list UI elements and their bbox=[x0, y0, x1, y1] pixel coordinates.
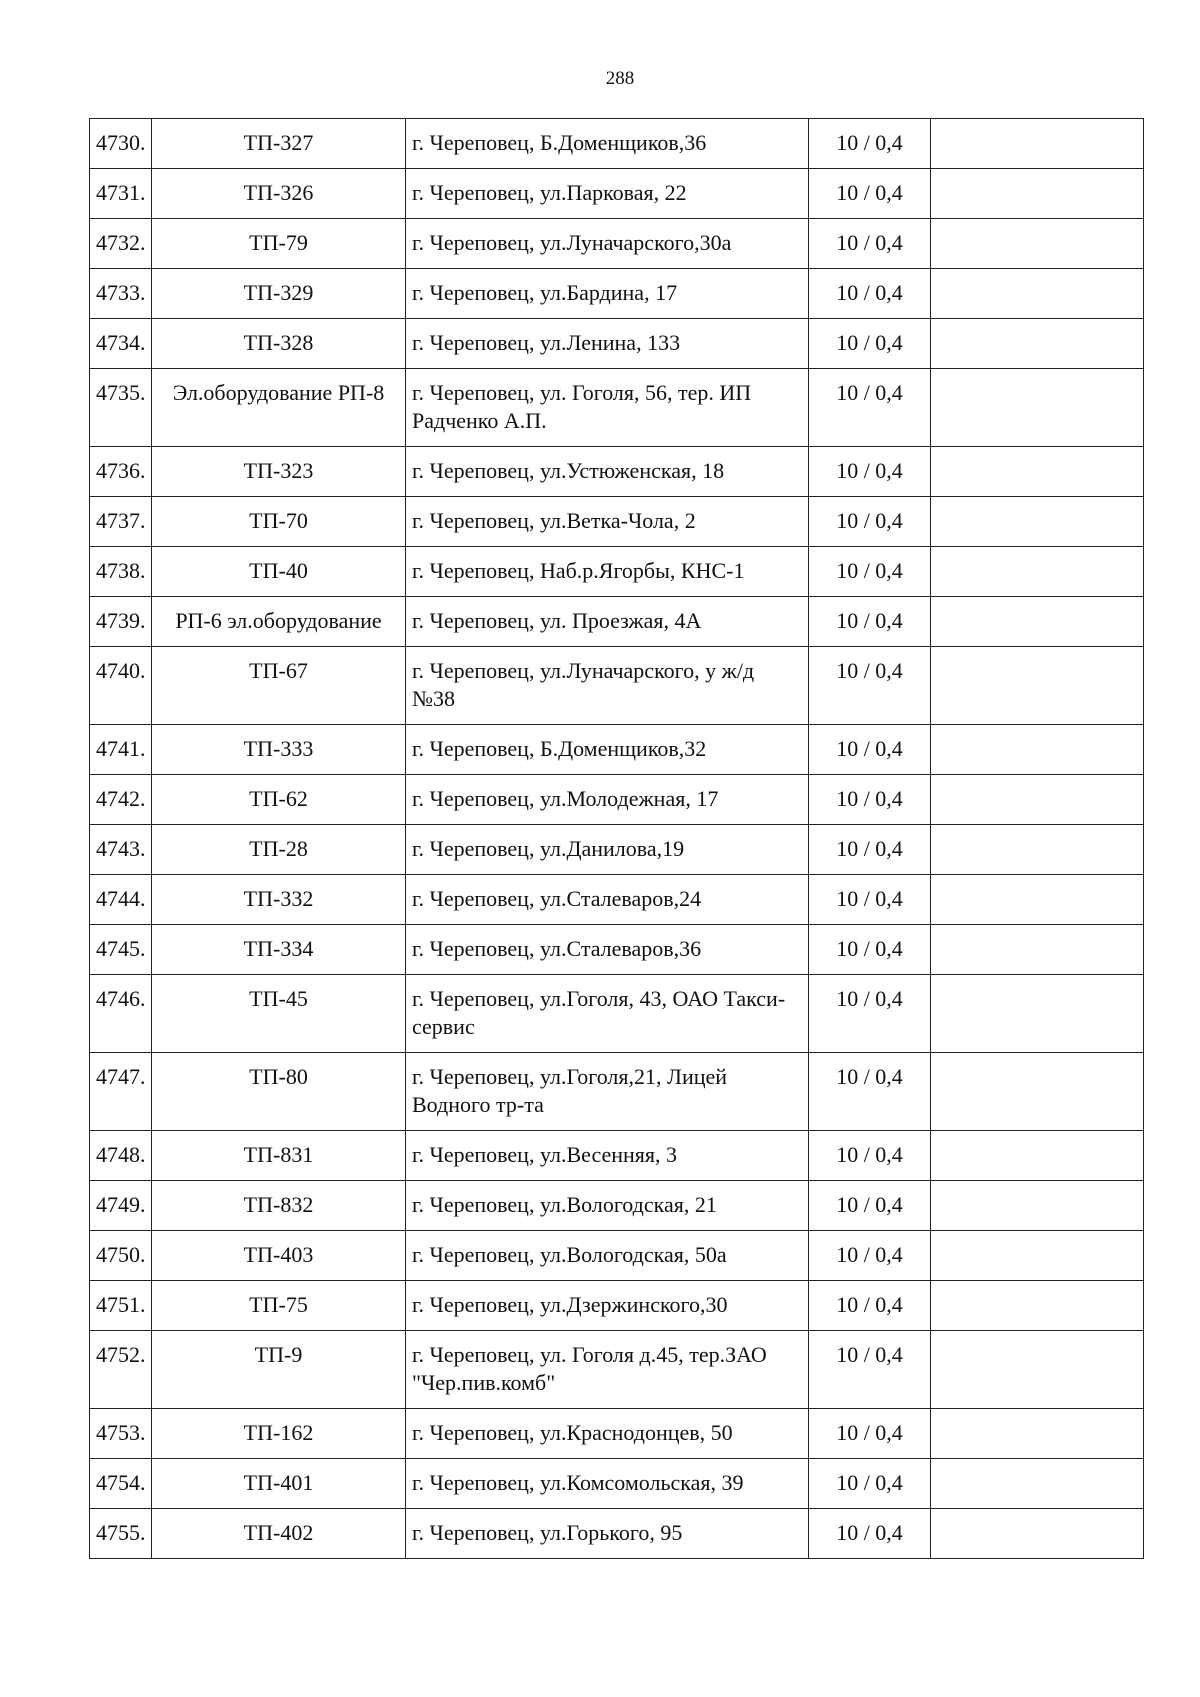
notes-cell bbox=[931, 725, 1144, 775]
substation-name-cell: Эл.оборудование РП-8 bbox=[152, 369, 406, 447]
address-cell: г. Череповец, ул.Дзержинского,30 bbox=[406, 1281, 809, 1331]
voltage-cell: 10 / 0,4 bbox=[809, 1053, 931, 1131]
notes-cell bbox=[931, 1409, 1144, 1459]
voltage-cell: 10 / 0,4 bbox=[809, 497, 931, 547]
substation-name-cell: ТП-75 bbox=[152, 1281, 406, 1331]
row-number-cell: 4746. bbox=[90, 975, 152, 1053]
voltage-cell: 10 / 0,4 bbox=[809, 547, 931, 597]
table-row bbox=[90, 497, 1144, 547]
row-number-cell: 4730. bbox=[90, 119, 152, 169]
voltage-cell: 10 / 0,4 bbox=[809, 319, 931, 369]
table-row bbox=[90, 975, 1144, 1053]
address-cell: г. Череповец, ул.Вологодская, 21 bbox=[406, 1181, 809, 1231]
substation-name-cell: ТП-401 bbox=[152, 1459, 406, 1509]
substation-name-cell: ТП-328 bbox=[152, 319, 406, 369]
table-row bbox=[90, 647, 1144, 725]
voltage-cell: 10 / 0,4 bbox=[809, 1181, 931, 1231]
voltage-cell: 10 / 0,4 bbox=[809, 447, 931, 497]
address-cell: г. Череповец, ул.Краснодонцев, 50 bbox=[406, 1409, 809, 1459]
row-number-cell: 4754. bbox=[90, 1459, 152, 1509]
notes-cell bbox=[931, 647, 1144, 725]
notes-cell bbox=[931, 975, 1144, 1053]
voltage-cell: 10 / 0,4 bbox=[809, 1409, 931, 1459]
row-number-cell: 4736. bbox=[90, 447, 152, 497]
page-number: 288 bbox=[605, 68, 635, 89]
table-row bbox=[90, 1281, 1144, 1331]
notes-cell bbox=[931, 497, 1144, 547]
table-row bbox=[90, 925, 1144, 975]
substation-name-cell: ТП-327 bbox=[152, 119, 406, 169]
notes-cell bbox=[931, 447, 1144, 497]
voltage-cell: 10 / 0,4 bbox=[809, 1459, 931, 1509]
voltage-cell: 10 / 0,4 bbox=[809, 119, 931, 169]
row-number-cell: 4732. bbox=[90, 219, 152, 269]
substation-name-cell: ТП-403 bbox=[152, 1231, 406, 1281]
notes-cell bbox=[931, 1281, 1144, 1331]
address-cell: г. Череповец, ул.Весенняя, 3 bbox=[406, 1131, 809, 1181]
table-row bbox=[90, 1331, 1144, 1409]
registry-table-body bbox=[90, 119, 1144, 1559]
row-number-cell: 4747. bbox=[90, 1053, 152, 1131]
address-cell: г. Череповец, ул.Данилова,19 bbox=[406, 825, 809, 875]
address-cell: г. Череповец, ул.Горького, 95 bbox=[406, 1509, 809, 1559]
row-number-cell: 4755. bbox=[90, 1509, 152, 1559]
address-cell: г. Череповец, Б.Доменщиков,32 bbox=[406, 725, 809, 775]
voltage-cell: 10 / 0,4 bbox=[809, 975, 931, 1053]
address-cell: г. Череповец, ул.Бардина, 17 bbox=[406, 269, 809, 319]
address-cell: г. Череповец, ул.Молодежная, 17 bbox=[406, 775, 809, 825]
row-number-cell: 4733. bbox=[90, 269, 152, 319]
table-row bbox=[90, 447, 1144, 497]
table-row bbox=[90, 775, 1144, 825]
address-cell: г. Череповец, Б.Доменщиков,36 bbox=[406, 119, 809, 169]
substation-name-cell: ТП-70 bbox=[152, 497, 406, 547]
substation-name-cell: ТП-323 bbox=[152, 447, 406, 497]
notes-cell bbox=[931, 1131, 1144, 1181]
row-number-cell: 4748. bbox=[90, 1131, 152, 1181]
substation-name-cell: ТП-326 bbox=[152, 169, 406, 219]
address-cell: г. Череповец, ул.Комсомольская, 39 bbox=[406, 1459, 809, 1509]
voltage-cell: 10 / 0,4 bbox=[809, 1509, 931, 1559]
voltage-cell: 10 / 0,4 bbox=[809, 647, 931, 725]
notes-cell bbox=[931, 825, 1144, 875]
row-number-cell: 4741. bbox=[90, 725, 152, 775]
substation-name-cell: ТП-67 bbox=[152, 647, 406, 725]
address-cell: г. Череповец, ул.Луначарского,30а bbox=[406, 219, 809, 269]
voltage-cell: 10 / 0,4 bbox=[809, 825, 931, 875]
notes-cell bbox=[931, 1181, 1144, 1231]
address-cell: г. Череповец, ул.Устюженская, 18 bbox=[406, 447, 809, 497]
address-cell: г. Череповец, ул. Проезжая, 4А bbox=[406, 597, 809, 647]
row-number-cell: 4753. bbox=[90, 1409, 152, 1459]
voltage-cell: 10 / 0,4 bbox=[809, 1131, 931, 1181]
voltage-cell: 10 / 0,4 bbox=[809, 1331, 931, 1409]
voltage-cell: 10 / 0,4 bbox=[809, 1231, 931, 1281]
table-row bbox=[90, 1181, 1144, 1231]
substation-name-cell: ТП-62 bbox=[152, 775, 406, 825]
voltage-cell: 10 / 0,4 bbox=[809, 169, 931, 219]
row-number-cell: 4738. bbox=[90, 547, 152, 597]
row-number-cell: 4745. bbox=[90, 925, 152, 975]
notes-cell bbox=[931, 1331, 1144, 1409]
substation-name-cell: ТП-28 bbox=[152, 825, 406, 875]
voltage-cell: 10 / 0,4 bbox=[809, 875, 931, 925]
table-row bbox=[90, 1231, 1144, 1281]
address-cell: г. Череповец, ул.Сталеваров,24 bbox=[406, 875, 809, 925]
substation-name-cell: ТП-402 bbox=[152, 1509, 406, 1559]
table-row bbox=[90, 169, 1144, 219]
notes-cell bbox=[931, 1509, 1144, 1559]
row-number-cell: 4742. bbox=[90, 775, 152, 825]
address-cell: г. Череповец, ул.Вологодская, 50а bbox=[406, 1231, 809, 1281]
row-number-cell: 4744. bbox=[90, 875, 152, 925]
voltage-cell: 10 / 0,4 bbox=[809, 725, 931, 775]
notes-cell bbox=[931, 269, 1144, 319]
notes-cell bbox=[931, 775, 1144, 825]
table-row bbox=[90, 597, 1144, 647]
row-number-cell: 4750. bbox=[90, 1231, 152, 1281]
notes-cell bbox=[931, 219, 1144, 269]
notes-cell bbox=[931, 369, 1144, 447]
address-cell: г. Череповец, ул. Гоголя д.45, тер.ЗАО "Чер.пив.комб" bbox=[406, 1331, 809, 1409]
address-cell: г. Череповец, ул.Луначарского, у ж/д №38 bbox=[406, 647, 809, 725]
table-row bbox=[90, 219, 1144, 269]
table-row bbox=[90, 1131, 1144, 1181]
row-number-cell: 4731. bbox=[90, 169, 152, 219]
row-number-cell: 4751. bbox=[90, 1281, 152, 1331]
substation-name-cell: ТП-334 bbox=[152, 925, 406, 975]
row-number-cell: 4739. bbox=[90, 597, 152, 647]
notes-cell bbox=[931, 597, 1144, 647]
substation-name-cell: ТП-80 bbox=[152, 1053, 406, 1131]
substation-name-cell: ТП-45 bbox=[152, 975, 406, 1053]
notes-cell bbox=[931, 925, 1144, 975]
notes-cell bbox=[931, 547, 1144, 597]
voltage-cell: 10 / 0,4 bbox=[809, 219, 931, 269]
notes-cell bbox=[931, 169, 1144, 219]
table-row bbox=[90, 369, 1144, 447]
row-number-cell: 4734. bbox=[90, 319, 152, 369]
table-row bbox=[90, 119, 1144, 169]
substation-name-cell: ТП-333 bbox=[152, 725, 406, 775]
voltage-cell: 10 / 0,4 bbox=[809, 597, 931, 647]
notes-cell bbox=[931, 875, 1144, 925]
table-row bbox=[90, 547, 1144, 597]
voltage-cell: 10 / 0,4 bbox=[809, 1281, 931, 1331]
row-number-cell: 4737. bbox=[90, 497, 152, 547]
table-row bbox=[90, 1053, 1144, 1131]
substation-name-cell: ТП-40 bbox=[152, 547, 406, 597]
row-number-cell: 4743. bbox=[90, 825, 152, 875]
notes-cell bbox=[931, 1459, 1144, 1509]
table-row bbox=[90, 1409, 1144, 1459]
substation-name-cell: ТП-332 bbox=[152, 875, 406, 925]
substation-name-cell: РП-6 эл.оборудование bbox=[152, 597, 406, 647]
substation-name-cell: ТП-162 bbox=[152, 1409, 406, 1459]
table-row bbox=[90, 725, 1144, 775]
notes-cell bbox=[931, 1231, 1144, 1281]
row-number-cell: 4740. bbox=[90, 647, 152, 725]
notes-cell bbox=[931, 119, 1144, 169]
table-row bbox=[90, 875, 1144, 925]
address-cell: г. Череповец, ул. Гоголя, 56, тер. ИП Радченко А.П. bbox=[406, 369, 809, 447]
table-row bbox=[90, 825, 1144, 875]
table-row bbox=[90, 1509, 1144, 1559]
registry-table bbox=[89, 118, 1144, 1559]
voltage-cell: 10 / 0,4 bbox=[809, 925, 931, 975]
address-cell: г. Череповец, ул.Ленина, 133 bbox=[406, 319, 809, 369]
table-row bbox=[90, 269, 1144, 319]
substation-name-cell: ТП-79 bbox=[152, 219, 406, 269]
voltage-cell: 10 / 0,4 bbox=[809, 775, 931, 825]
voltage-cell: 10 / 0,4 bbox=[809, 269, 931, 319]
row-number-cell: 4735. bbox=[90, 369, 152, 447]
row-number-cell: 4752. bbox=[90, 1331, 152, 1409]
address-cell: г. Череповец, ул.Ветка-Чола, 2 bbox=[406, 497, 809, 547]
substation-name-cell: ТП-9 bbox=[152, 1331, 406, 1409]
address-cell: г. Череповец, ул.Парковая, 22 bbox=[406, 169, 809, 219]
voltage-cell: 10 / 0,4 bbox=[809, 369, 931, 447]
table-row bbox=[90, 319, 1144, 369]
substation-name-cell: ТП-329 bbox=[152, 269, 406, 319]
address-cell: г. Череповец, ул.Сталеваров,36 bbox=[406, 925, 809, 975]
address-cell: г. Череповец, ул.Гоголя, 43, ОАО Такси-сервис bbox=[406, 975, 809, 1053]
table-row bbox=[90, 1459, 1144, 1509]
substation-name-cell: ТП-831 bbox=[152, 1131, 406, 1181]
notes-cell bbox=[931, 319, 1144, 369]
row-number-cell: 4749. bbox=[90, 1181, 152, 1231]
address-cell: г. Череповец, Наб.р.Ягорбы, КНС-1 bbox=[406, 547, 809, 597]
notes-cell bbox=[931, 1053, 1144, 1131]
address-cell: г. Череповец, ул.Гоголя,21, Лицей Водного тр-та bbox=[406, 1053, 809, 1131]
substation-name-cell: ТП-832 bbox=[152, 1181, 406, 1231]
